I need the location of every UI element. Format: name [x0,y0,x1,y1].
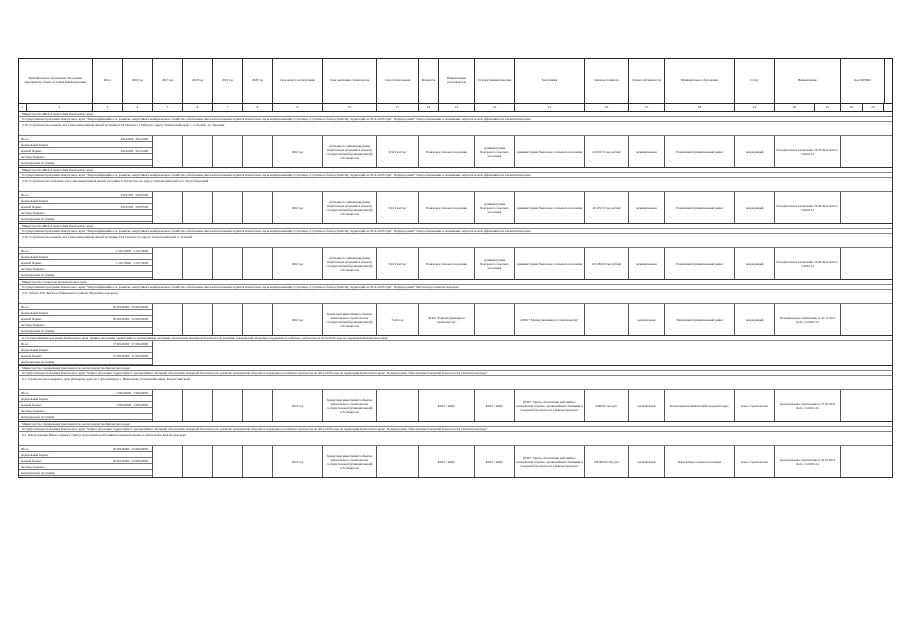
object-block [18,234,893,280]
cell-builder: КГКУ "Единая дирекция по строительству" [515,304,585,335]
cell-year: 2016 год [273,192,323,223]
funding-2016: 7 000,00000 [133,402,148,407]
funding-label: краевой бюджет [21,402,42,407]
cell-method: бюджетные инвестиции в объекты капитального строительства государственной (муниципальной) собственности [323,390,377,421]
cell-mo: Петропавловск-Камчатский городской округ [665,390,735,421]
object-title: 5.30. Строительство газовой сети к многоквартирной жилой застройке 32,9 Гкал/час по адресу: Камчатский край, п. Зеленый [19,234,892,248]
cell-own: муниципальная [629,136,665,167]
cell-mo: Елизовский муниципальный район [665,192,735,223]
cell-code: Положительное заключение 26.06.2014 №41-1-5-0018-14 [775,192,841,223]
cell-code: Положительное заключение от 27.02.2015 №41-1-5-0012-15 [775,390,841,421]
empty-year-cell [153,304,183,335]
funding-total: 7 000,00000 [116,402,131,407]
funding-label: внебюджетные источники [21,414,55,419]
cell-builder: Администрация Поискового сельского поселения [515,136,585,167]
object-title: 5.31. Объект РЭС Быстрое Районального района. Водозабор и водовод [19,290,892,304]
funding-row [19,272,152,278]
object-details [19,248,892,279]
funding-total: 30 000,00000 [113,458,130,463]
empty-year-cell [183,446,213,477]
funding-label: краевой бюджет [21,148,42,153]
header-cell: Срок ввода в эксплуатацию [273,59,323,103]
cell-cost: 412 450,59 тыс.рублей [585,248,629,279]
empty-year-cell [213,304,243,335]
cell-year: 2016 год [273,446,323,477]
ministry-title: Министерство ЖКХ и энергетики Камчатского края [18,112,893,117]
empty-year-cell [183,248,213,279]
funding-label: федеральный бюджет [21,396,49,401]
cell-year: 2016 год [273,390,323,421]
column-number: 13 [439,104,475,111]
program-6-totals [18,341,893,366]
empty-year-cell [153,192,183,223]
cell-builder: КГКУ "Центр обеспечения действий по гражданской обороне, чрезвычайным ситуациям и пожарной безопасности в Камчатском крае" [515,390,585,421]
header-cell: Муниципальное образование [665,59,735,103]
cell-builder: Администрация Поискового сельского поселения [515,248,585,279]
cell-status: новое строительство [735,390,775,421]
cell-method: субсидия на софинансирование капитальных вложений в объекты государственной (муниципальной) собственности [323,248,377,279]
cell-method: субсидия на софинансирование капитальных вложений в объекты государственной (муниципальной) собственности [323,192,377,223]
funding-rows [19,304,153,335]
header-cell: Государственный заказчик [475,59,515,103]
object-title: 5.29. Строительство тепловой сети к многоквартирной жилой застройке 0,16 Гкал/час по адресу: Камчатский край, пос. Крутобереговый [19,178,892,192]
funding-2016: 343,22409 [135,136,148,141]
funding-label: краевой бюджет [21,458,42,463]
cell-status: новое строительство [735,446,775,477]
cell-who2: КГКУ "ЦОД" [475,390,515,421]
object-details [19,446,892,477]
cell-who1: КГКУ "Единая дирекция по строительству" [419,304,475,335]
empty-year-cell [183,192,213,223]
program-title: Государственная программа Камчатского края "Энергоэффективность, развитие энергетики и коммунального хозяйства, обеспечение жителей населенных пунктов Камчатского края коммунальными услугами и услугами по благоустройству территорий на 2014-2018 годы". Подпрограмма "Чистая вода в Камчатском крае" [18,285,893,290]
column-number: 9 [273,104,323,111]
funding-rows [19,341,153,365]
cell-who2 [475,304,515,335]
column-number: 21 [815,104,841,111]
funding-2016: 30 000,00000 [131,316,148,321]
program-title: Государственная программа Камчатского края "Энергоэффективность, развитие энергетики и коммунального хозяйства, обеспечение жителей населенных пунктов Камчатского края коммунальными услугами и услугами по благоустройству территорий на 2014-2018 годы". Подпрограмма "Энергосбережение и повышение энергетической эффективности в Камчатском крае" [18,229,893,234]
funding-2016: 37 000,00000 [131,341,148,346]
cell-status: переходящий [735,192,775,223]
cell-cost: 190 000,00 тыс.руб. [585,446,629,477]
column-number: 2 [27,104,93,111]
column-number: 17 [629,104,665,111]
funding-2016: 37 000,00000 [131,353,148,358]
funding-label: внебюджетные источники [21,328,55,333]
funding-row [19,414,152,420]
funding-total: 343,22409 [120,148,134,153]
cell-cost [585,304,629,335]
cell-power: 0,56 Гкал/час [377,136,419,167]
cell-mo: Паратунское сельское поселение [665,446,735,477]
header-cell: Сметная стоимость [585,59,629,103]
cell-year: 2016 год [273,304,323,335]
funding-label: краевой бюджет [21,316,42,321]
cell-cost: 46 276,35 тыс.рублей [585,192,629,223]
funding-label: местные бюджеты [21,408,45,413]
header-cell: 2017 год [153,59,183,103]
funding-total: 37 000,00000 [113,353,130,358]
object-details [19,192,892,223]
ministry-title: Министерство специальных программ и по делам казачества Камчатского края [18,366,893,371]
header-cell: Форма собственности [629,59,665,103]
funding-label: Итого [21,390,29,395]
header-cell: Код ОКТМО [841,59,885,103]
header-cell: Итого [93,59,123,103]
object-title: 6.2. Реконструкция Нового здания в "Центр подготовки к работникам пожарной охраны и спасателей в Камчатском крае" [19,432,892,446]
cell-mo: Тигильский муниципальный район [665,304,735,335]
column-number: 23 [863,104,884,111]
funding-label: федеральный бюджет [21,198,49,203]
cell-mo: Елизовский муниципальный район [665,248,735,279]
cell-status: переходящий [735,136,775,167]
cell-who1: Поисковое сельское поселение [419,248,475,279]
header-cell: Срок окончания строительства [323,59,377,103]
object-details [19,390,892,421]
funding-total: 30 000,00000 [113,316,130,321]
column-number: 10 [323,104,377,111]
object-block [18,432,893,478]
funding-2016: 1 219,70000 [133,248,148,253]
cell-who2: Администрация Поискового сельского поселения [475,136,515,167]
header-cell: Застройщик [515,59,585,103]
column-number: 7 [213,104,243,111]
header-cell: Муниципальное образование, Программа, мероприятие, объект, источник финансирования [19,59,93,103]
column-number: 4 [123,104,153,111]
header-cell: Статус [735,59,775,103]
funding-label: федеральный бюджет [21,310,49,315]
funding-label: федеральный бюджет [21,142,49,147]
object-details [19,304,892,335]
cell-status: переходящий [735,248,775,279]
funding-label: краевой бюджет [21,204,42,209]
funding-rows [19,248,153,279]
cell-own: региональная [629,304,665,335]
column-number: 18 [665,104,735,111]
cell-own: региональная [629,446,665,477]
column-number: 14 [475,104,515,111]
funding-total: 30 000,00000 [113,304,130,309]
cell-power [377,390,419,421]
object-title: 6.1. Строительство пожарного депо (Пожарное депо на 2 автомобиля) в с. Николаевка, Елизовский район, Камчатский край [19,376,892,390]
program-title: Государственная программа Камчатского края "Энергоэффективность, развитие энергетики и коммунального хозяйства, обеспечение жителей населенных пунктов Камчатского края коммунальными услугами и услугами по благоустройству территорий на 2014-2018 годы". Подпрограмма "Энергосбережение и повышение энергетической эффективности в Камчатском крае" [18,173,893,178]
funding-rows [19,390,153,421]
empty-year-cell [153,390,183,421]
empty-year-cell [183,390,213,421]
empty-year-cell [243,192,273,223]
funding-2016: 7 000,00000 [133,390,148,395]
ministry-title: Министерство ЖКХ и энергетики Камчатского края [18,168,893,173]
cell-cost: 43 033,72 тыс.рублей [585,136,629,167]
object-block [18,290,893,336]
funding-2016: 30 000,00000 [131,458,148,463]
funding-label: внебюджетные источники [21,359,55,364]
object-title: 5.16. Строительство газовой сети к многоквартирной жилой застройке 0,56 Гкал/час (1 Мбар) по адресу: Камчатский край, с. Соболево, ул. Заречная [19,122,892,136]
empty-year-cell [153,248,183,279]
program-title: Государственная программа Камчатского края "Энергоэффективность, развитие энергетики и коммунального хозяйства, обеспечение жителей населенных пунктов Камчатского края коммунальными услугами и услугами по благоустройству территорий на 2014-2018 годы". Подпрограмма "Энергосбережение и повышение энергетической эффективности в Камчатском крае" [18,117,893,122]
cell-power: 0,16 Гкал/час [377,192,419,223]
funding-label: краевой бюджет [21,353,42,358]
column-number: 19 [735,104,775,111]
column-number: 1 [19,104,27,111]
cell-cost: 5390,00 тыс.руб. [585,390,629,421]
object-block [18,178,893,224]
cell-status: переходящий [735,304,775,335]
cell-who1: Поисковое сельское поселение [419,136,475,167]
object-details [19,136,892,167]
funding-label: местные бюджеты [21,464,45,469]
cell-code: Положительное заключение от 22.11.2013 №41-1-5-0029-13 [775,304,841,335]
table-header [18,58,893,104]
object-block [18,122,893,168]
cell-own: муниципальная [629,192,665,223]
empty-year-cell [243,304,273,335]
table-body [18,112,893,478]
cell-who1: КГКУ "ЦОД" [419,390,475,421]
empty-year-cell [243,446,273,477]
funding-label: внебюджетные источники [21,160,55,165]
funding-label: федеральный бюджет [21,452,49,457]
cell-method: бюджетные инвестиции в объекты капитального строительства государственной (муниципальной) собственности [323,446,377,477]
funding-label: федеральный бюджет [21,254,49,259]
header-cell: 2019 год [213,59,243,103]
funding-total: 478,07000 [120,204,134,209]
column-number: 15 [515,104,585,111]
column-number: 16 [585,104,629,111]
funding-total: 1 219,70000 [116,248,131,253]
cell-who2: Администрация Поискового сельского поселения [475,248,515,279]
column-number: 5 [153,104,183,111]
header-cell: Наименование [775,59,841,103]
funding-label: краевой бюджет [21,260,42,265]
program-title: Государственная программа Камчатского края "Защита населения, территорий от чрезвычайных ситуаций, обеспечение пожарной безопасности, развитие гражданской обороны и поддержка российского казачества на 2014-2018 годы на территории Камчатского края". Подпрограмма "Обеспечение пожарной безопасности в Камчатском крае" [18,371,893,376]
header-cell: Способ исполнения [377,59,419,103]
funding-2016: 478,07000 [135,204,148,209]
funding-label: местные бюджеты [21,322,45,327]
column-number: 22 [841,104,863,111]
funding-2016: 1 219,70000 [133,260,148,265]
document-table [18,58,893,478]
object-block [18,376,893,422]
funding-label: внебюджетные источники [21,216,55,221]
funding-2016: 30 000,00000 [131,446,148,451]
funding-2016: 30 000,00000 [131,304,148,309]
cell-method: бюджетные инвестиции в объекты капитального строительства государственной (муниципальной) собственности [323,304,377,335]
funding-2016: 343,22409 [135,148,148,153]
empty-year-cell [213,248,243,279]
column-number: 20 [775,104,815,111]
funding-label: внебюджетные источники [21,272,55,277]
header-cell: Мощность [419,59,439,103]
cell-who1: КГКУ "ЦОД" [419,446,475,477]
empty-year-cell [213,446,243,477]
empty-year-cell [243,248,273,279]
funding-rows [19,192,153,223]
funding-row [19,328,152,334]
funding-label: местные бюджеты [21,154,45,159]
funding-row [19,470,152,476]
cell-power: 7140 п.м. [377,304,419,335]
cell-code: Положительное заключение 13.08.2014 №41-1-5-0022-14 [775,248,841,279]
empty-year-cell [213,390,243,421]
cell-power: 32,9 Гкал/час [377,248,419,279]
ministry-title: Министерство строительства Камчатского края [18,280,893,285]
funding-rows [19,446,153,477]
funding-total: 1 219,70000 [116,260,131,265]
cell-year: 2016 год [273,136,323,167]
funding-total: 343,22409 [120,136,134,141]
funding-label: Итого [21,304,29,309]
empty-year-cell [243,136,273,167]
header-cell: 2018 год [183,59,213,103]
empty-year-cell [153,136,183,167]
funding-row [19,160,152,166]
cell-method: субсидия на софинансирование капитальных вложений в объекты государственной (муниципальной) собственности [323,136,377,167]
funding-label: местные бюджеты [21,266,45,271]
cell-power [377,446,419,477]
funding-total: 478,07000 [120,192,134,197]
header-cell: 2020 год [243,59,273,103]
funding-label: федеральный бюджет [21,347,49,352]
funding-total: 30 000,00000 [113,446,130,451]
empty-year-cell [183,304,213,335]
empty-year-cell [213,136,243,167]
funding-label: внебюджетные источники [21,470,55,475]
column-number: 12 [419,104,439,111]
cell-year: 2016 год [273,248,323,279]
funding-total: 7 000,00000 [116,390,131,395]
funding-rows [19,136,153,167]
funding-label: Итого [21,341,29,346]
funding-label: Итого [21,248,29,253]
cell-mo: Елизовский муниципальный район [665,136,735,167]
funding-row [19,359,152,365]
empty-year-cell [153,446,183,477]
funding-label: местные бюджеты [21,210,45,215]
column-number: 3 [93,104,123,111]
cell-builder: Администрация Поискового сельского поселения [515,192,585,223]
cell-own: региональная [629,390,665,421]
ministry-title: Министерство ЖКХ и энергетики Камчатского края [18,224,893,229]
empty-year-cell [213,192,243,223]
column-number: 11 [377,104,419,111]
cell-own: муниципальная [629,248,665,279]
cell-code: Положительное заключение 10.03.2014 №41-1-5-0016-14 [775,136,841,167]
funding-label: Итого [21,446,29,451]
column-number: 8 [243,104,273,111]
cell-who2: Администрация Поискового сельского поселения [475,192,515,223]
funding-2016: 478,07000 [135,192,148,197]
cell-builder: КГКУ "Центр обеспечения действий по гражданской обороне, чрезвычайным ситуациям и пожарной безопасности в Камчатском крае" [515,446,585,477]
funding-label: Итого [21,136,29,141]
funding-label: Итого [21,192,29,197]
cell-who2: КГКУ "ЦОД" [475,446,515,477]
column-number: 6 [183,104,213,111]
program-6-title: 6. Государственная программа Камчатского края "Защита населения, территорий от чрезвычайных ситуаций, обеспечение пожарной безопасности, развитие гражданской обороны и поддержка российского казачества на 2014-2018 годы на территории Камчатского края" [18,336,893,341]
cell-code: Положительное заключение от 02.10.2014 №41-1-5-0030-14 [775,446,841,477]
funding-row [19,216,152,222]
cell-who1: Поисковое сельское поселение [419,192,475,223]
empty-year-cell [243,390,273,421]
program-title: Государственная программа Камчатского края "Защита населения, территорий от чрезвычайных ситуаций, обеспечение пожарной безопасности, развитие гражданской обороны и поддержка российского казачества на 2014-2018 годы на территории Камчатского края". Подпрограмма "Обеспечение пожарной безопасности в Камчатском крае" [18,427,893,432]
column-numbers-row [18,104,893,112]
funding-total: 37 000,00000 [113,341,130,346]
empty-year-cell [183,136,213,167]
header-cell: Наименование распорядителя [439,59,475,103]
header-cell: 2016 год [123,59,153,103]
ministry-title: Министерство специальных программ и по делам казачества Камчатского края [18,422,893,427]
